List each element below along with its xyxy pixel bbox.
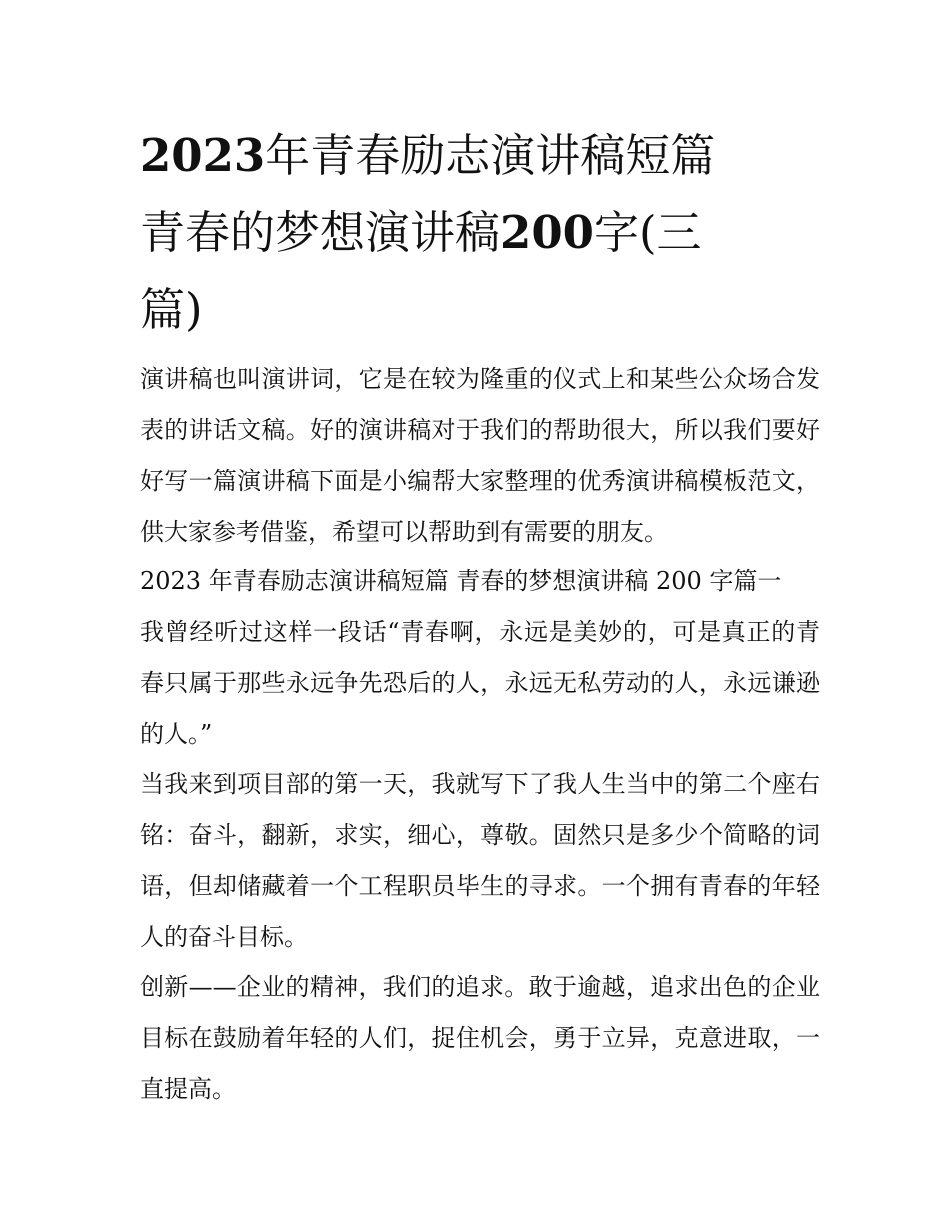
intro-paragraph: 演讲稿也叫演讲词，它是在较为隆重的仪式上和某些公众场合发表的讲话文稿。好的演讲稿对于我们的帮助很大，所以我们要好好写一篇演讲稿下面是小编帮大家整理的优秀演讲稿模板范文，供大家参考借鉴，希望可以帮助到有需要的朋友。: [140, 365, 820, 546]
title-line2: 青春的梦想演讲稿: [140, 206, 501, 259]
section-heading: 2023 年青春励志演讲稿短篇 青春的梦想演讲稿 200 字篇一: [140, 567, 782, 595]
quote-paragraph: 我曾经听过这样一段话“青春啊，永远是美妙的，可是真正的青春只属于那些永远争先恐后的人，永远无私劳动的人，永远谦逊的人。”: [140, 618, 820, 748]
title-line3: 篇): [140, 283, 203, 336]
document-title: [140, 117, 780, 348]
innovation-paragraph: 创新——企业的精神，我们的追求。敢于逾越，追求出色的企业目标在鼓励着年轻的人们，捉住机会，勇于立异，克意进取，一直提高。: [140, 973, 820, 1103]
title-count: 200: [500, 206, 594, 259]
title-year: 2023: [140, 129, 266, 182]
motto-paragraph: 当我来到项目部的第一天，我就写下了我人生当中的第二个座右铭：奋斗，翻新，求实，细心，尊敬。固然只是多少个简略的词语，但却储藏着一个工程职员毕生的寻求。一个拥有青春的年轻人的奋斗目标。: [140, 770, 820, 951]
title-line1: 年青春励志演讲稿短篇: [265, 129, 716, 182]
title-line2-tail: 字(三: [593, 206, 702, 259]
